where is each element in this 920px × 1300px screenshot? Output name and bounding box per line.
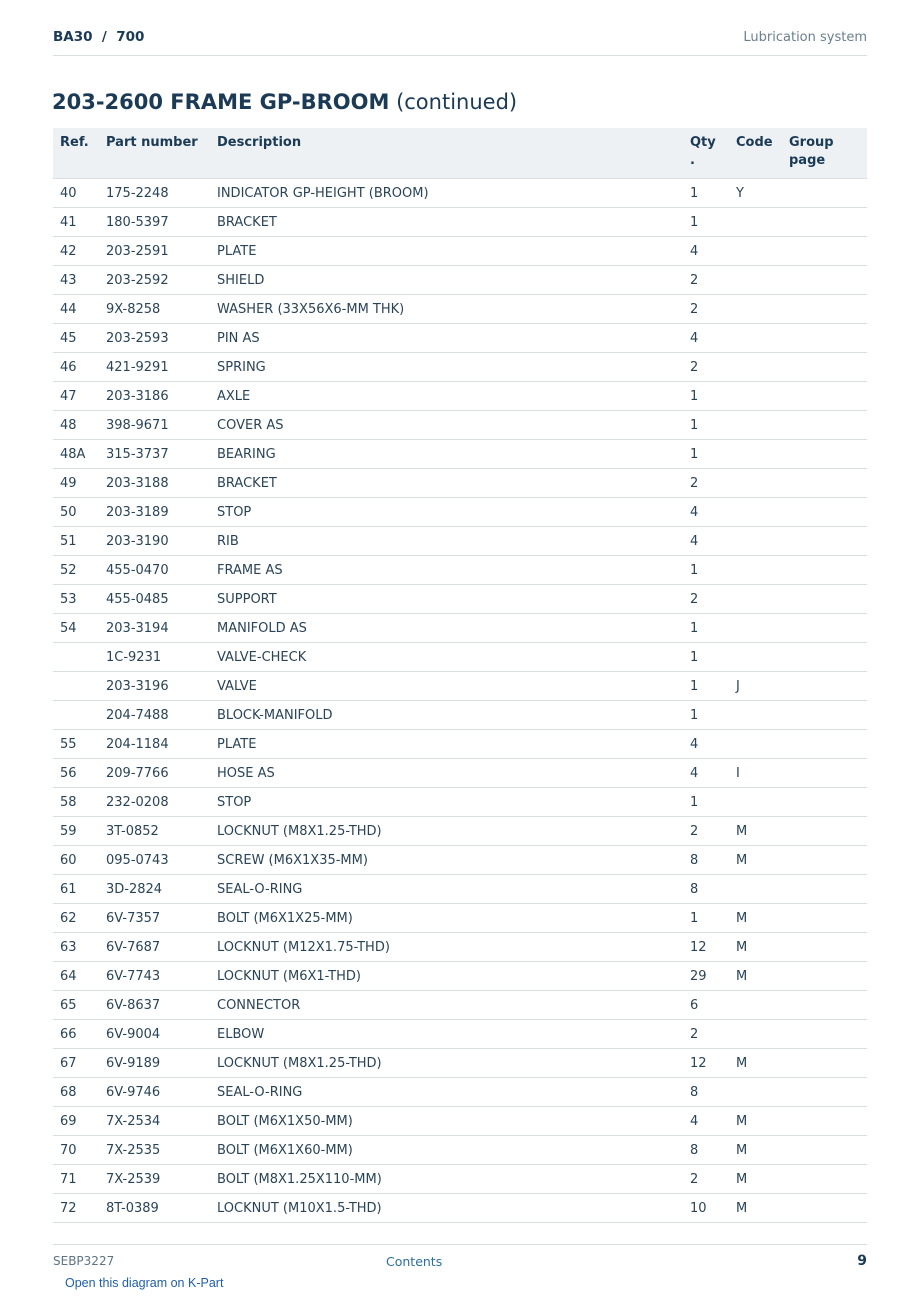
parts-table-body: [53, 179, 867, 1223]
row-code: M: [736, 962, 789, 991]
row-description: BOLT (M6X1X25-MM): [217, 904, 690, 933]
row-part-number[interactable]: 6V-7743: [106, 962, 217, 991]
row-description: VALVE: [217, 672, 690, 701]
col-part-number: Part number: [106, 128, 217, 179]
row-qty: 8: [690, 1136, 736, 1165]
row-group-page: [789, 498, 867, 527]
row-group-page: [789, 469, 867, 498]
table-row: [53, 672, 867, 701]
row-ref: 40: [53, 179, 106, 208]
row-qty: 2: [690, 295, 736, 324]
row-group-page: [789, 440, 867, 469]
row-group-page: [789, 1107, 867, 1136]
table-header-row: [53, 128, 867, 179]
row-description: AXLE: [217, 382, 690, 411]
row-part-number[interactable]: 204-1184: [106, 730, 217, 759]
row-part-number[interactable]: 203-3196: [106, 672, 217, 701]
row-code: J: [736, 672, 789, 701]
row-code: [736, 353, 789, 382]
row-group-page: [789, 585, 867, 614]
row-qty: 12: [690, 933, 736, 962]
table-row: [53, 527, 867, 556]
row-code: [736, 875, 789, 904]
row-code: [736, 411, 789, 440]
row-group-page: [789, 962, 867, 991]
row-group-page: [789, 759, 867, 788]
row-description: SUPPORT: [217, 585, 690, 614]
row-description: BOLT (M6X1X60-MM): [217, 1136, 690, 1165]
row-qty: 1: [690, 904, 736, 933]
row-code: M: [736, 1165, 789, 1194]
page-footer: [53, 1244, 867, 1275]
row-description: BEARING: [217, 440, 690, 469]
row-code: [736, 614, 789, 643]
row-qty: 12: [690, 1049, 736, 1078]
col-qty: Qty .: [690, 128, 736, 179]
row-part-number[interactable]: 421-9291: [106, 353, 217, 382]
row-part-number[interactable]: 203-3194: [106, 614, 217, 643]
table-row: [53, 904, 867, 933]
row-qty: 1: [690, 382, 736, 411]
row-group-page: [789, 643, 867, 672]
table-row: [53, 759, 867, 788]
contents-link[interactable]: Contents: [386, 1254, 443, 1269]
row-group-page: [789, 846, 867, 875]
row-ref: 59: [53, 817, 106, 846]
row-ref: [53, 672, 106, 701]
parts-table: [53, 128, 867, 1223]
table-row: [53, 846, 867, 875]
row-ref: 45: [53, 324, 106, 353]
row-group-page: [789, 179, 867, 208]
row-group-page: [789, 556, 867, 585]
table-row: [53, 208, 867, 237]
row-part-number[interactable]: 398-9671: [106, 411, 217, 440]
row-ref: 62: [53, 904, 106, 933]
col-description: Description: [217, 128, 690, 179]
row-qty: 29: [690, 962, 736, 991]
row-group-page: [789, 353, 867, 382]
row-group-page: [789, 788, 867, 817]
row-description: STOP: [217, 788, 690, 817]
row-qty: 1: [690, 788, 736, 817]
row-description: SCREW (M6X1X35-MM): [217, 846, 690, 875]
row-part-number[interactable]: 209-7766: [106, 759, 217, 788]
row-group-page: [789, 1020, 867, 1049]
row-qty: 4: [690, 1107, 736, 1136]
row-ref: 51: [53, 527, 106, 556]
table-row: [53, 1165, 867, 1194]
row-group-page: [789, 672, 867, 701]
row-group-page: [789, 411, 867, 440]
row-code: [736, 266, 789, 295]
row-group-page: [789, 1078, 867, 1107]
row-group-page: [789, 614, 867, 643]
row-code: [736, 585, 789, 614]
row-ref: 49: [53, 469, 106, 498]
row-group-page: [789, 1136, 867, 1165]
row-part-number[interactable]: 203-3188: [106, 469, 217, 498]
row-ref: 56: [53, 759, 106, 788]
row-qty: 2: [690, 266, 736, 295]
row-qty: 4: [690, 498, 736, 527]
row-qty: 1: [690, 556, 736, 585]
table-row: [53, 556, 867, 585]
row-qty: 2: [690, 585, 736, 614]
row-group-page: [789, 904, 867, 933]
row-qty: 1: [690, 701, 736, 730]
row-ref: 61: [53, 875, 106, 904]
col-ref: Ref.: [53, 128, 106, 179]
table-row: [53, 585, 867, 614]
table-row: [53, 324, 867, 353]
row-part-number[interactable]: 6V-7687: [106, 933, 217, 962]
table-row: [53, 701, 867, 730]
row-code: [736, 208, 789, 237]
row-group-page: [789, 295, 867, 324]
table-row: [53, 730, 867, 759]
table-row: [53, 875, 867, 904]
row-code: [736, 991, 789, 1020]
row-part-number[interactable]: 8T-0389: [106, 1194, 217, 1223]
row-qty: 10: [690, 1194, 736, 1223]
row-ref: 41: [53, 208, 106, 237]
row-ref: 70: [53, 1136, 106, 1165]
row-group-page: [789, 266, 867, 295]
row-part-number[interactable]: 180-5397: [106, 208, 217, 237]
col-group-page: Group page: [789, 128, 867, 179]
row-code: M: [736, 1107, 789, 1136]
row-group-page: [789, 701, 867, 730]
section-name: Lubrication system: [743, 30, 867, 45]
table-row: [53, 643, 867, 672]
row-description: FRAME AS: [217, 556, 690, 585]
row-ref: 48A: [53, 440, 106, 469]
row-code: M: [736, 846, 789, 875]
row-description: BRACKET: [217, 469, 690, 498]
row-description: LOCKNUT (M8X1.25-THD): [217, 1049, 690, 1078]
row-qty: 2: [690, 1020, 736, 1049]
row-code: [736, 701, 789, 730]
title-suffix: (continued): [389, 90, 518, 114]
row-qty: 1: [690, 411, 736, 440]
table-row: [53, 179, 867, 208]
row-part-number[interactable]: 7X-2535: [106, 1136, 217, 1165]
row-group-page: [789, 1194, 867, 1223]
row-part-number[interactable]: 6V-9189: [106, 1049, 217, 1078]
row-qty: 8: [690, 1078, 736, 1107]
table-row: [53, 817, 867, 846]
row-ref: [53, 701, 106, 730]
table-row: [53, 1107, 867, 1136]
row-ref: 68: [53, 1078, 106, 1107]
row-part-number[interactable]: 203-3186: [106, 382, 217, 411]
row-ref: 48: [53, 411, 106, 440]
row-ref: 47: [53, 382, 106, 411]
table-row: [53, 1136, 867, 1165]
row-ref: 65: [53, 991, 106, 1020]
row-qty: 1: [690, 440, 736, 469]
row-code: [736, 440, 789, 469]
row-part-number[interactable]: 6V-7357: [106, 904, 217, 933]
row-ref: 67: [53, 1049, 106, 1078]
row-code: [736, 643, 789, 672]
page-title: [52, 90, 517, 114]
table-row: [53, 962, 867, 991]
row-code: [736, 730, 789, 759]
table-row: [53, 991, 867, 1020]
row-part-number[interactable]: 095-0743: [106, 846, 217, 875]
table-row: [53, 411, 867, 440]
row-code: M: [736, 1049, 789, 1078]
row-part-number[interactable]: 175-2248: [106, 179, 217, 208]
row-description: BOLT (M6X1X50-MM): [217, 1107, 690, 1136]
row-description: SPRING: [217, 353, 690, 382]
row-description: PLATE: [217, 730, 690, 759]
table-row: [53, 614, 867, 643]
row-description: BOLT (M8X1.25X110-MM): [217, 1165, 690, 1194]
table-row: [53, 788, 867, 817]
row-qty: 2: [690, 817, 736, 846]
table-row: [53, 469, 867, 498]
table-row: [53, 498, 867, 527]
row-ref: 55: [53, 730, 106, 759]
row-ref: 66: [53, 1020, 106, 1049]
row-code: [736, 788, 789, 817]
row-qty: 8: [690, 846, 736, 875]
row-part-number[interactable]: 7X-2534: [106, 1107, 217, 1136]
row-ref: 54: [53, 614, 106, 643]
row-ref: 64: [53, 962, 106, 991]
row-part-number[interactable]: 203-2592: [106, 266, 217, 295]
row-description: LOCKNUT (M8X1.25-THD): [217, 817, 690, 846]
row-code: I: [736, 759, 789, 788]
row-description: WASHER (33X56X6-MM THK): [217, 295, 690, 324]
row-part-number[interactable]: 232-0208: [106, 788, 217, 817]
table-row: [53, 266, 867, 295]
row-code: M: [736, 1194, 789, 1223]
row-group-page: [789, 324, 867, 353]
row-code: [736, 382, 789, 411]
page-number: 9: [857, 1253, 867, 1269]
open-diagram-link[interactable]: Open this diagram on K-Part: [65, 1276, 224, 1290]
row-ref: 58: [53, 788, 106, 817]
row-ref: 44: [53, 295, 106, 324]
table-row: [53, 382, 867, 411]
row-ref: 69: [53, 1107, 106, 1136]
table-row: [53, 1049, 867, 1078]
table-row: [53, 237, 867, 266]
row-code: Y: [736, 179, 789, 208]
table-row: [53, 1078, 867, 1107]
row-code: [736, 1020, 789, 1049]
row-group-page: [789, 1165, 867, 1194]
row-group-page: [789, 817, 867, 846]
row-description: CONNECTOR: [217, 991, 690, 1020]
row-ref: 43: [53, 266, 106, 295]
row-part-number[interactable]: 6V-9746: [106, 1078, 217, 1107]
row-code: M: [736, 1136, 789, 1165]
page-header: [53, 28, 867, 56]
row-description: COVER AS: [217, 411, 690, 440]
table-row: [53, 1194, 867, 1223]
row-code: [736, 498, 789, 527]
row-part-number[interactable]: 204-7488: [106, 701, 217, 730]
row-part-number[interactable]: 3T-0852: [106, 817, 217, 846]
row-code: [736, 469, 789, 498]
row-code: [736, 1078, 789, 1107]
row-ref: 50: [53, 498, 106, 527]
row-description: MANIFOLD AS: [217, 614, 690, 643]
row-qty: 4: [690, 759, 736, 788]
row-part-number[interactable]: 3D-2824: [106, 875, 217, 904]
row-qty: 4: [690, 730, 736, 759]
row-code: M: [736, 933, 789, 962]
row-ref: 42: [53, 237, 106, 266]
model-breadcrumb: BA30 / 700: [53, 29, 145, 45]
row-group-page: [789, 933, 867, 962]
row-qty: 2: [690, 1165, 736, 1194]
row-description: ELBOW: [217, 1020, 690, 1049]
row-code: [736, 237, 789, 266]
row-group-page: [789, 208, 867, 237]
row-part-number[interactable]: 1C-9231: [106, 643, 217, 672]
row-group-page: [789, 1049, 867, 1078]
row-description: BRACKET: [217, 208, 690, 237]
row-code: [736, 556, 789, 585]
row-qty: 2: [690, 469, 736, 498]
col-code: Code: [736, 128, 789, 179]
row-group-page: [789, 730, 867, 759]
row-description: SEAL-O-RING: [217, 1078, 690, 1107]
row-qty: 1: [690, 179, 736, 208]
row-group-page: [789, 875, 867, 904]
row-description: SEAL-O-RING: [217, 875, 690, 904]
row-part-number[interactable]: 455-0470: [106, 556, 217, 585]
row-group-page: [789, 237, 867, 266]
row-description: LOCKNUT (M10X1.5-THD): [217, 1194, 690, 1223]
row-code: [736, 527, 789, 556]
row-code: [736, 295, 789, 324]
row-ref: 60: [53, 846, 106, 875]
row-qty: 1: [690, 672, 736, 701]
table-row: [53, 295, 867, 324]
row-qty: 4: [690, 527, 736, 556]
row-ref: 63: [53, 933, 106, 962]
row-qty: 4: [690, 237, 736, 266]
row-ref: 46: [53, 353, 106, 382]
row-code: [736, 324, 789, 353]
row-qty: 4: [690, 324, 736, 353]
row-description: VALVE-CHECK: [217, 643, 690, 672]
row-description: HOSE AS: [217, 759, 690, 788]
row-ref: 52: [53, 556, 106, 585]
row-part-number[interactable]: 7X-2539: [106, 1165, 217, 1194]
row-ref: 72: [53, 1194, 106, 1223]
row-description: PIN AS: [217, 324, 690, 353]
row-description: INDICATOR GP-HEIGHT (BROOM): [217, 179, 690, 208]
row-group-page: [789, 382, 867, 411]
row-part-number[interactable]: 315-3737: [106, 440, 217, 469]
row-ref: 71: [53, 1165, 106, 1194]
row-part-number[interactable]: 203-3189: [106, 498, 217, 527]
row-description: PLATE: [217, 237, 690, 266]
row-qty: 1: [690, 614, 736, 643]
row-group-page: [789, 527, 867, 556]
row-code: M: [736, 817, 789, 846]
row-qty: 6: [690, 991, 736, 1020]
row-qty: 1: [690, 643, 736, 672]
table-row: [53, 353, 867, 382]
row-qty: 1: [690, 208, 736, 237]
row-part-number[interactable]: 455-0485: [106, 585, 217, 614]
title-group-name: 203-2600 FRAME GP-BROOM: [52, 90, 390, 114]
row-part-number[interactable]: 203-2593: [106, 324, 217, 353]
row-description: STOP: [217, 498, 690, 527]
row-part-number[interactable]: 203-2591: [106, 237, 217, 266]
row-ref: [53, 643, 106, 672]
row-part-number[interactable]: 6V-8637: [106, 991, 217, 1020]
row-description: LOCKNUT (M6X1-THD): [217, 962, 690, 991]
row-group-page: [789, 991, 867, 1020]
row-part-number[interactable]: 203-3190: [106, 527, 217, 556]
row-code: M: [736, 904, 789, 933]
table-row: [53, 933, 867, 962]
table-row: [53, 440, 867, 469]
row-part-number[interactable]: 6V-9004: [106, 1020, 217, 1049]
row-part-number[interactable]: 9X-8258: [106, 295, 217, 324]
row-description: LOCKNUT (M12X1.75-THD): [217, 933, 690, 962]
table-row: [53, 1020, 867, 1049]
document-number: SEBP3227: [53, 1254, 115, 1268]
row-qty: 2: [690, 353, 736, 382]
row-description: BLOCK-MANIFOLD: [217, 701, 690, 730]
row-description: SHIELD: [217, 266, 690, 295]
row-description: RIB: [217, 527, 690, 556]
row-ref: 53: [53, 585, 106, 614]
row-qty: 8: [690, 875, 736, 904]
